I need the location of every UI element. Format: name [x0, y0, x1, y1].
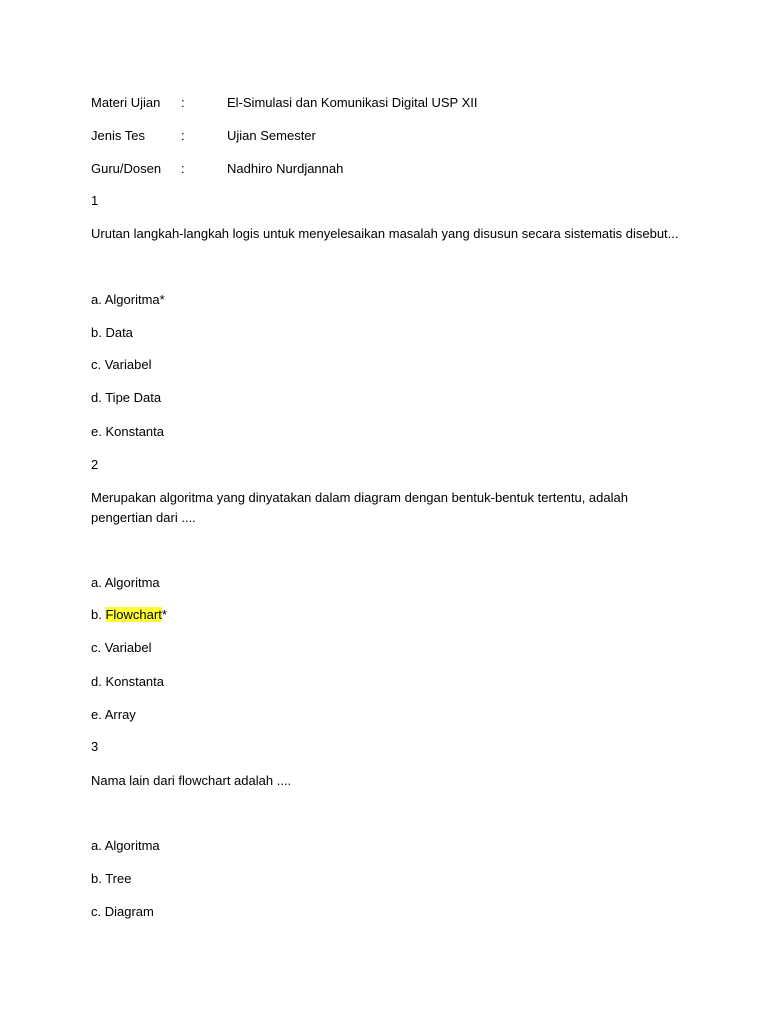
q3-option-b: b. Tree: [91, 871, 132, 886]
q3-option-c: c. Diagram: [91, 904, 154, 919]
q1-option-c: c. Variabel: [91, 357, 152, 372]
guru-colon: :: [181, 161, 185, 176]
q1-option-e: e. Konstanta: [91, 424, 164, 439]
q3-option-a: a. Algoritma: [91, 838, 160, 853]
question-number-3: 3: [91, 739, 99, 754]
jenis-value: Ujian Semester: [227, 128, 316, 143]
question-text-3: Nama lain dari flowchart adalah ....: [91, 773, 292, 788]
question-text-1: Urutan langkah-langkah logis untuk menyelesaikan masalah yang disusun secara sistematis disebut...: [91, 226, 679, 241]
question-number-2: 2: [91, 457, 99, 472]
jenis-colon: :: [181, 128, 185, 143]
q2-option-b: [91, 607, 167, 623]
meta-row-jenis: [91, 128, 691, 144]
q2-option-a: a. Algoritma: [91, 575, 160, 590]
q1-option-a: a. Algoritma*: [91, 292, 165, 307]
q1-option-b: b. Data: [91, 325, 133, 340]
materi-colon: :: [181, 95, 185, 110]
materi-value: El-Simulasi dan Komunikasi Digital USP XII: [227, 95, 478, 110]
q2-option-b-highlight: Flowchart: [105, 607, 162, 622]
q2-option-c: c. Variabel: [91, 640, 152, 655]
q2-option-e: e. Array: [91, 707, 136, 722]
materi-label: Materi Ujian: [91, 95, 161, 110]
question-text-2: Merupakan algoritma yang dinyatakan dalam diagram dengan bentuk-bentuk tertentu, adalah pengertian dari ....: [91, 490, 628, 525]
q2-option-d: d. Konstanta: [91, 674, 164, 689]
q1-option-d: d. Tipe Data: [91, 390, 162, 405]
meta-row-guru: [91, 161, 691, 177]
jenis-label: Jenis Tes: [91, 128, 145, 143]
meta-row-materi: [91, 95, 691, 111]
guru-label: Guru/Dosen: [91, 161, 162, 176]
guru-value: Nadhiro Nurdjannah: [227, 161, 344, 176]
question-number-1: 1: [91, 193, 99, 208]
q2-option-b-suffix: *: [161, 607, 167, 622]
q2-option-b-prefix: b.: [91, 607, 106, 622]
